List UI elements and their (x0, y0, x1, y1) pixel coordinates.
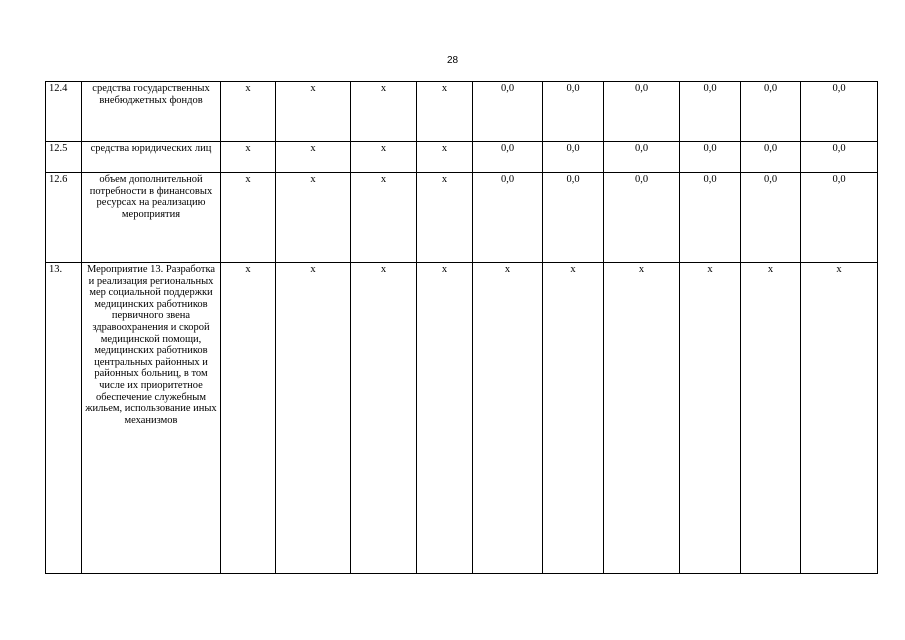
table-cell: x (276, 82, 351, 142)
table-cell: 0,0 (543, 173, 604, 263)
table-row (46, 173, 878, 263)
table-cell: 0,0 (741, 173, 801, 263)
table-cell: x (680, 263, 741, 574)
table-cell: x (221, 82, 276, 142)
table-row (46, 82, 878, 142)
table-cell: x (417, 263, 473, 574)
row-description: средства государственных внебюджетных фондов (82, 82, 221, 142)
table-cell: 0,0 (680, 142, 741, 173)
table-cell: x (351, 173, 417, 263)
table-cell: x (221, 142, 276, 173)
table-cell: x (276, 142, 351, 173)
table-cell: 0,0 (543, 142, 604, 173)
table-cell: x (351, 142, 417, 173)
table-cell: 0,0 (604, 173, 680, 263)
table-row (46, 142, 878, 173)
table-cell: 0,0 (473, 173, 543, 263)
table-cell: x (473, 263, 543, 574)
table-cell: x (351, 263, 417, 574)
table-cell: x (543, 263, 604, 574)
table-cell: 0,0 (741, 82, 801, 142)
table-cell: x (417, 142, 473, 173)
table-cell: 0,0 (543, 82, 604, 142)
table-row (46, 263, 878, 574)
row-number: 13. (46, 263, 82, 574)
table-cell: x (417, 82, 473, 142)
table-cell: 0,0 (741, 142, 801, 173)
table-cell: x (221, 263, 276, 574)
row-number: 12.6 (46, 173, 82, 263)
table-cell: x (276, 173, 351, 263)
row-description: средства юридических лиц (82, 142, 221, 173)
table-cell: 0,0 (801, 142, 878, 173)
table-cell: 0,0 (680, 173, 741, 263)
table-cell: x (741, 263, 801, 574)
table-cell: 0,0 (680, 82, 741, 142)
table-cell: 0,0 (801, 173, 878, 263)
table-cell: 0,0 (473, 142, 543, 173)
row-description: Мероприятие 13. Разработка и реализация региональных мер социальной поддержки медицинских работников первичного звена здравоохранения и скорой медицинской помощи, медицинских работников центральных районных и районных больниц, в том числе их приоритетное обеспечение служебным жильем, использование иных механизмов (82, 263, 221, 574)
row-description: объем дополнительной потребности в финансовых ресурсах на реализацию мероприятия (82, 173, 221, 263)
table-cell: 0,0 (801, 82, 878, 142)
table-cell: x (276, 263, 351, 574)
table-cell: 0,0 (604, 82, 680, 142)
table-cell: x (801, 263, 878, 574)
data-table (45, 81, 878, 574)
page-number: 28 (446, 55, 459, 66)
table-cell: x (417, 173, 473, 263)
table-cell: 0,0 (473, 82, 543, 142)
table-cell: x (604, 263, 680, 574)
table-cell: x (351, 82, 417, 142)
row-number: 12.5 (46, 142, 82, 173)
table-cell: x (221, 173, 276, 263)
row-number: 12.4 (46, 82, 82, 142)
table-cell: 0,0 (604, 142, 680, 173)
